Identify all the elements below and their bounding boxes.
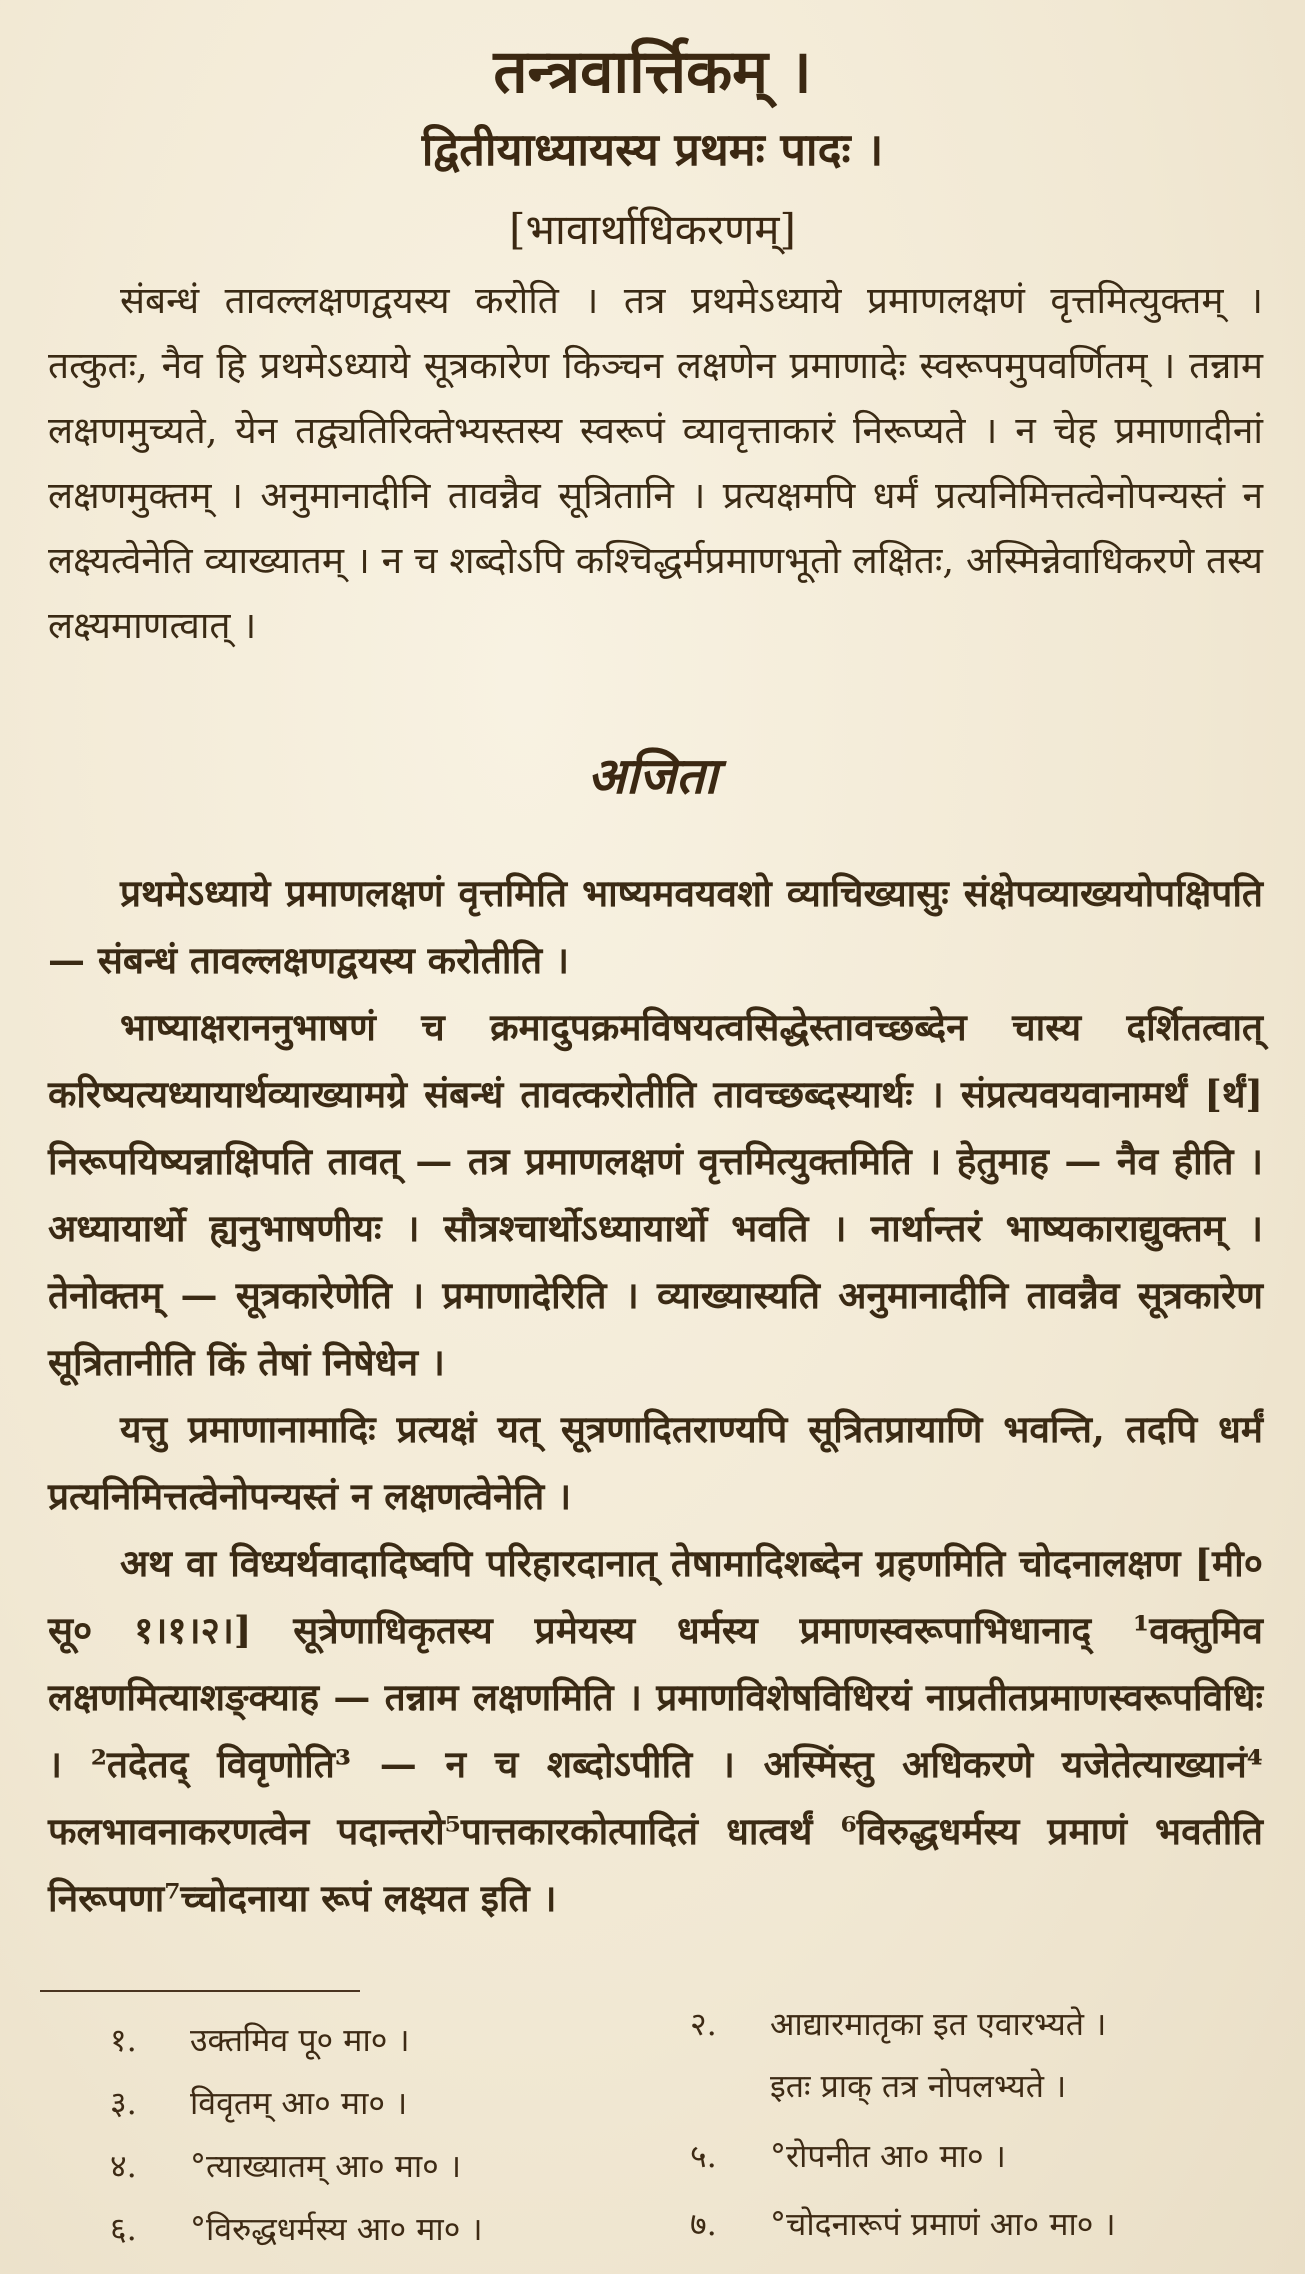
footnote bbox=[110, 2020, 410, 2060]
commentary-paragraph: अथ वा विध्यर्थवादादिष्वपि परिहारदानात् तेषामादिशब्देन ग्रहणमिति चोदनालक्षण [मी० सू० १।१।२।] सूत्रेणाधिकृतस्य प्रमेयस्य धर्मस्य प्रमाणस्वरूपाभिधानाद् ¹वक्तुमिव लक्षणमित्याशङ्क्याह — तन्नाम लक्षणमिति । प्रमाणविशेषविधिरयं नाप्रतीतप्रमाणस्वरूपविधिः । ²तदेतद् विवृणोति³ — न च शब्दोऽपीति । अस्मिंस्तु अधिकरणे यजेतेत्याख्यानं⁴ फलभावनाकरणत्वेन पदान्तरो⁵पात्तकारकोत्पादितं धात्वर्थं ⁶विरुद्धधर्मस्य प्रमाणं भवतीति निरूपणा⁷च्चोदनाया रूपं लक्ष्यत इति । bbox=[48, 1541, 1263, 1920]
footnote-continuation bbox=[690, 2066, 1066, 2106]
main-text-block bbox=[48, 268, 1263, 658]
chapter-subtitle: द्वितीयाध्यायस्य प्रथमः पादः । bbox=[421, 123, 884, 176]
footnote-text: आद्यारमातृका इत एवारभ्यते । bbox=[770, 2005, 1107, 2043]
footnote-number: ७. bbox=[690, 2205, 717, 2243]
section-heading: [भावार्थाधिकरणम्] bbox=[509, 205, 796, 254]
commentary-paragraph: भाष्याक्षराननुभाषणं च क्रमादुपक्रमविषयत्वसिद्धेस्तावच्छब्देन चास्य दर्शितत्वात् करिष्यत्यध्यायार्थव्याख्यामग्रे संबन्धं तावत्करोतीति तावच्छब्दस्यार्थः । संप्रत्यवयवानामर्थं [र्थं] निरूपयिष्यन्नाक्षिपति तावत् — तत्र प्रमाणलक्षणं वृत्तमित्युक्तमिति । हेतुमाह — नैव हीति । अध्यायार्थो ह्यनुभाषणीयः । सौत्रश्चार्थोऽध्यायार्थो भवति । नार्थान्तरं भाष्यकाराद्युक्तम् । तेनोक्तम् — सूत्रकारेणेति । प्रमाणादेरिति । व्याख्यास्यति अनुमानादीनि तावन्नैव सूत्रकारेण सूत्रितानीति किं तेषां निषेधेन । bbox=[48, 1005, 1263, 1384]
footnote-number: ३. bbox=[110, 2084, 137, 2122]
footnote-number: २. bbox=[690, 2005, 717, 2043]
main-text-paragraph: संबन्धं तावल्लक्षणद्वयस्य करोति । तत्र प्रथमेऽध्याये प्रमाणलक्षणं वृत्तमित्युक्तम् । तत्कुतः, नैव हि प्रथमेऽध्याये सूत्रकारेण किञ्चन लक्षणेन प्रमाणादेः स्वरूपमुपवर्णितम् । तन्नाम लक्षणमुच्यते, येन तद्व्यतिरिक्तेभ्यस्तस्य स्वरूपं व्यावृत्ताकारं निरूप्यते । न चेह प्रमाणादीनां लक्षणमुक्तम् । अनुमानादीनि तावन्नैव सूत्रितानि । प्रत्यक्षमपि धर्मं प्रत्यनिमित्तत्वेनोपन्यस्तं न लक्ष्यत्वेनेति व्याख्यातम् । न च शब्दोऽपि कश्चिद्धर्मप्रमाणभूतो लक्षितः, अस्मिन्नेवाधिकरणे तस्य लक्ष्यमाणत्वात् । bbox=[48, 279, 1263, 647]
footnote bbox=[690, 2204, 1116, 2244]
footnote-number: १. bbox=[110, 2021, 137, 2059]
footnote-text: विवृतम् आ० मा० । bbox=[190, 2084, 408, 2122]
commentary-paragraph: यत्तु प्रमाणानामादिः प्रत्यक्षं यत् सूत्रणादितराण्यपि सूत्रितप्रायाणि भवन्ति, तदपि धर्मं प्रत्यनिमित्तत्वेनोपन्यस्तं न लक्षणत्वेनेति । bbox=[48, 1407, 1263, 1518]
footnote-text: °चोदनारूपं प्रमाणं आ० मा० । bbox=[770, 2205, 1116, 2243]
footnote-divider bbox=[40, 1990, 360, 1992]
footnote-text: इतः प्राक् तत्र नोपलभ्यते । bbox=[770, 2067, 1067, 2105]
page-title: तन्त्रवार्त्तिकम् । bbox=[493, 37, 812, 107]
footnote-number: ६. bbox=[110, 2210, 137, 2248]
footnote bbox=[690, 2136, 1006, 2176]
footnote-text: °विरुद्धधर्मस्य आ० मा० । bbox=[190, 2210, 483, 2248]
footnote bbox=[110, 2083, 407, 2123]
commentary-block bbox=[48, 860, 1263, 1932]
footnote bbox=[110, 2146, 461, 2186]
footnote-text: उक्तमिव पू० मा० । bbox=[190, 2021, 410, 2059]
footnote bbox=[690, 2004, 1106, 2044]
footnote-text: °रोपनीत आ० मा० । bbox=[770, 2137, 1006, 2175]
footnote-number: ४. bbox=[110, 2147, 137, 2185]
commentary-paragraph: प्रथमेऽध्याये प्रमाणलक्षणं वृत्तमिति भाष्यमवयवशो व्याचिख्यासुः संक्षेपव्याख्ययोपक्षिपति — संबन्धं तावल्लक्षणद्वयस्य करोतीति । bbox=[48, 871, 1263, 982]
footnote-text: °त्याख्यातम् आ० मा० । bbox=[190, 2147, 462, 2185]
commentary-title: अजिता bbox=[587, 746, 718, 805]
footnote bbox=[110, 2209, 483, 2249]
footnote-number: ५. bbox=[690, 2137, 717, 2175]
